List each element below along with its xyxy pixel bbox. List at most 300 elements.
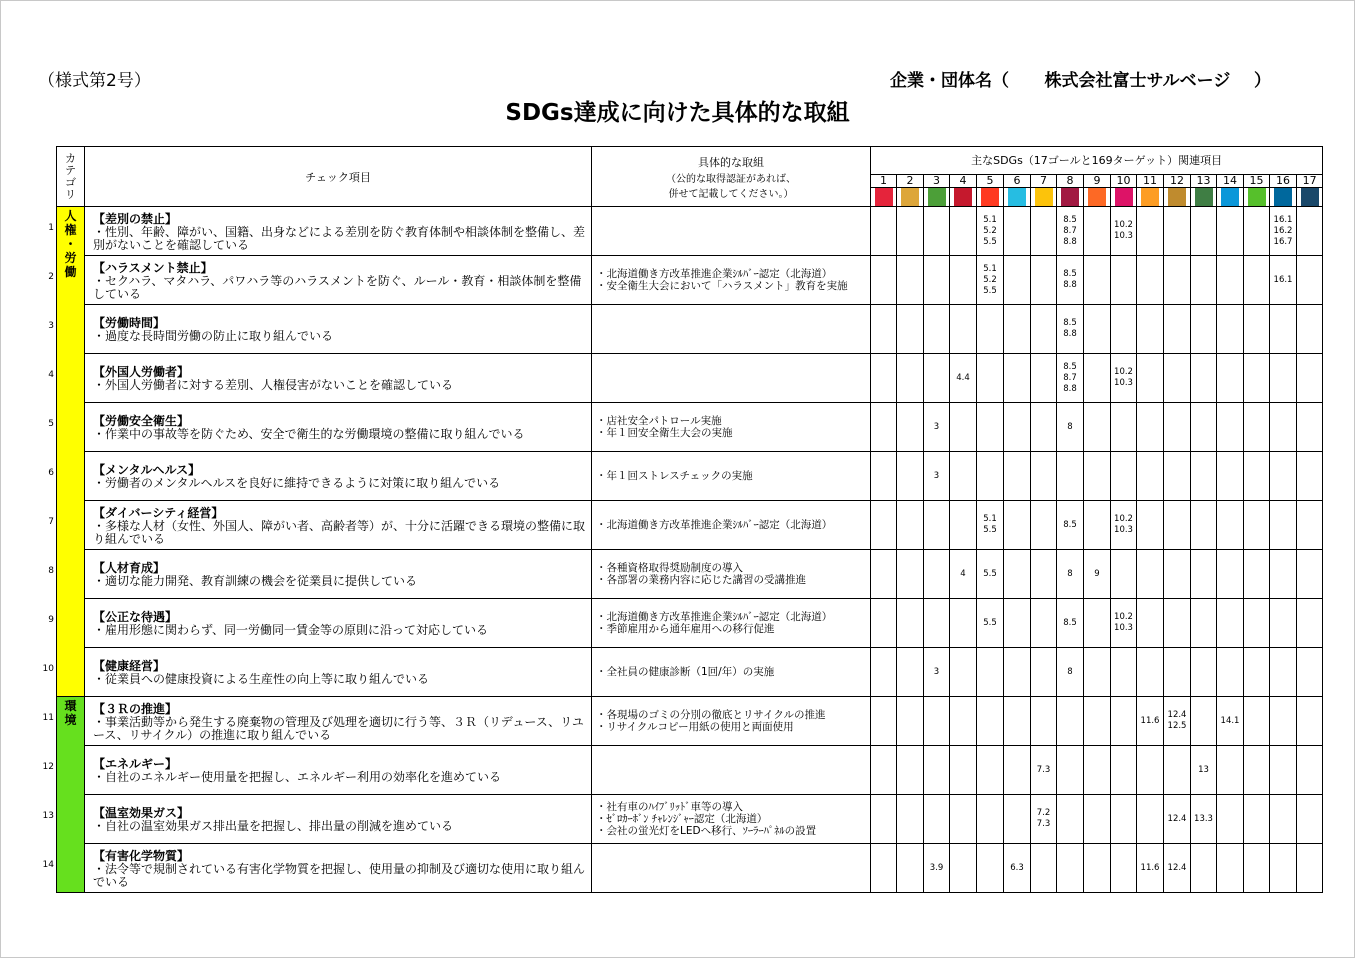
goal-icon-cell-6 (1004, 188, 1031, 207)
table-row (57, 746, 1323, 795)
initiative-cell (592, 403, 871, 452)
goal-target-cell-12 (1164, 403, 1191, 452)
initiative-cell (592, 354, 871, 403)
goal-target-cell-13 (1191, 305, 1217, 354)
goal-target-cell-16: 16.1 (1270, 256, 1297, 305)
goal-target-cell-14 (1217, 795, 1244, 844)
goal-target-cell-17 (1297, 452, 1323, 501)
check-item-description: ・雇用形態に関わらず、同一労働同一賃金等の原則に沿って対応している (93, 623, 489, 637)
table-row (57, 256, 1323, 305)
goal-target-cell-4 (950, 501, 977, 550)
check-item-cell (85, 550, 592, 599)
table-row (57, 354, 1323, 403)
goal-target-cell-10 (1111, 550, 1137, 599)
goal-target-cell-17 (1297, 501, 1323, 550)
goal-target-cell-7 (1031, 207, 1057, 256)
sdg-goal-11-icon (1141, 188, 1159, 206)
goal-target-cell-7 (1031, 697, 1057, 746)
goal-target-cell-1 (871, 844, 897, 893)
goal-target-cell-17 (1297, 207, 1323, 256)
table-row (57, 452, 1323, 501)
goal-target-cell-7 (1031, 354, 1057, 403)
check-item-cell (85, 697, 592, 746)
check-item-description: ・自社の温室効果ガス排出量を把握し、排出量の削減を進めている (93, 819, 454, 833)
sdg-goal-16-icon (1274, 188, 1292, 206)
goal-target-cell-9 (1084, 599, 1111, 648)
goal-target-cell-16 (1270, 697, 1297, 746)
goal-target-cell-8: 8 (1057, 648, 1084, 697)
sdg-goal-13-icon (1195, 188, 1213, 206)
goal-target-cell-11: 11.6 (1137, 697, 1164, 746)
goal-target-cell-13 (1191, 844, 1217, 893)
goal-icon-cell-3 (924, 188, 950, 207)
goal-target-cell-10 (1111, 256, 1137, 305)
check-item-title: 【３Ｒの推進】 (93, 701, 178, 716)
goal-number-8: 8 (1057, 175, 1084, 188)
goal-target-cell-2 (897, 697, 924, 746)
table-row (57, 844, 1323, 893)
goal-target-cell-11 (1137, 648, 1164, 697)
goal-target-cell-4 (950, 305, 977, 354)
sdg-goal-4-icon (954, 188, 972, 206)
company-name: 株式会社富士サルベージ (1044, 71, 1231, 91)
goal-target-cell-2 (897, 648, 924, 697)
goal-target-cell-11 (1137, 256, 1164, 305)
check-item-description: ・労働者のメンタルヘルスを良好に維持できるように対策に取り組んでいる (93, 476, 501, 490)
goal-target-cell-1 (871, 599, 897, 648)
goal-target-cell-8: 8.5 8.7 8.8 (1057, 354, 1084, 403)
initiative-line: ・季節雇用から通年雇用への移行促進 (596, 623, 775, 635)
check-item-title: 【公正な待遇】 (93, 610, 178, 624)
goal-target-cell-1 (871, 403, 897, 452)
category-cell: 人 権 ・ 労 働 (57, 207, 85, 697)
goal-target-cell-12 (1164, 648, 1191, 697)
goal-target-cell-3 (924, 697, 950, 746)
goal-target-cell-16 (1270, 305, 1297, 354)
goal-target-cell-10 (1111, 648, 1137, 697)
goal-target-cell-8: 8.5 8.7 8.8 (1057, 207, 1084, 256)
company-close: ） (1254, 71, 1272, 91)
goal-number-3: 3 (924, 175, 950, 188)
goal-target-cell-14 (1217, 501, 1244, 550)
goal-target-cell-10 (1111, 795, 1137, 844)
table-row (57, 795, 1323, 844)
initiative-line: ・会社の蛍光灯をLEDへ移行、ｿｰﾗｰﾊﾟﾈﾙの設置 (596, 825, 817, 837)
goal-target-cell-5 (977, 746, 1004, 795)
initiatives-header (592, 147, 871, 207)
goal-target-cell-11 (1137, 795, 1164, 844)
goal-number-10: 10 (1111, 175, 1137, 188)
goal-target-cell-4: 4.4 (950, 354, 977, 403)
goal-icon-cell-17 (1297, 188, 1323, 207)
goal-target-cell-7 (1031, 452, 1057, 501)
check-item-cell (85, 795, 592, 844)
goal-target-cell-17 (1297, 256, 1323, 305)
check-item-cell (85, 207, 592, 256)
initiative-line: ・北海道働き方改革推進企業ｼﾙﾊﾞｰ認定（北海道） (596, 268, 833, 280)
goal-target-cell-3: 3 (924, 452, 950, 501)
goal-target-cell-13 (1191, 648, 1217, 697)
goal-target-cell-9 (1084, 305, 1111, 354)
sdgs-table (56, 146, 1323, 893)
goal-target-cell-15 (1244, 207, 1270, 256)
initiative-line: ・ｾﾞﾛｶｰﾎﾞﾝ ﾁｬﾚﾝｼﾞｬｰ認定（北海道） (596, 813, 768, 825)
check-item-description: ・作業中の事故等を防ぐため、安全で衛生的な労働環境の整備に取り組んでいる (93, 427, 525, 441)
goal-target-cell-16 (1270, 403, 1297, 452)
goal-number-7: 7 (1031, 175, 1057, 188)
goal-target-cell-9 (1084, 354, 1111, 403)
goal-target-cell-15 (1244, 305, 1270, 354)
row-number: 10 (42, 663, 54, 674)
goal-target-cell-2 (897, 452, 924, 501)
goal-target-cell-17 (1297, 697, 1323, 746)
goal-target-cell-8 (1057, 844, 1084, 893)
goal-target-cell-8: 8.5 8.8 (1057, 256, 1084, 305)
goal-target-cell-14 (1217, 305, 1244, 354)
goal-target-cell-6 (1004, 256, 1031, 305)
goal-target-cell-14 (1217, 550, 1244, 599)
header-row (57, 147, 1323, 175)
initiative-cell (592, 305, 871, 354)
goal-target-cell-11 (1137, 354, 1164, 403)
goal-target-cell-16 (1270, 648, 1297, 697)
goal-target-cell-14 (1217, 746, 1244, 795)
goal-target-cell-9 (1084, 697, 1111, 746)
goal-target-cell-10 (1111, 697, 1137, 746)
initiative-cell (592, 452, 871, 501)
goal-target-cell-12: 12.4 12.5 (1164, 697, 1191, 746)
goal-target-cell-13: 13 (1191, 746, 1217, 795)
goal-target-cell-5: 5.1 5.2 5.5 (977, 207, 1004, 256)
goal-target-cell-4 (950, 256, 977, 305)
goal-target-cell-10 (1111, 844, 1137, 893)
initiative-line: ・各現場のゴミの分別の徹底とリサイクルの推進 (596, 709, 826, 721)
goal-target-cell-11: 11.6 (1137, 844, 1164, 893)
goal-target-cell-12 (1164, 305, 1191, 354)
goal-target-cell-6 (1004, 599, 1031, 648)
row-number: 6 (48, 467, 54, 478)
table-row (57, 403, 1323, 452)
initiative-line: ・各部署の業務内容に応じた講習の受講推進 (596, 574, 806, 586)
goal-number-12: 12 (1164, 175, 1191, 188)
check-item-title: 【ダイバーシティ経営】 (93, 505, 224, 520)
initiative-line: ・店社安全パトロール実施 (596, 415, 722, 427)
goal-target-cell-2 (897, 354, 924, 403)
goal-number-13: 13 (1191, 175, 1217, 188)
goal-number-6: 6 (1004, 175, 1031, 188)
form-number: （様式第2号） (38, 71, 151, 91)
goal-target-cell-12 (1164, 452, 1191, 501)
goal-icon-cell-14 (1217, 188, 1244, 207)
goal-target-cell-10: 10.2 10.3 (1111, 207, 1137, 256)
goal-target-cell-15 (1244, 256, 1270, 305)
goal-target-cell-11 (1137, 501, 1164, 550)
goal-target-cell-14 (1217, 403, 1244, 452)
goal-target-cell-7 (1031, 599, 1057, 648)
goal-target-cell-2 (897, 403, 924, 452)
goal-target-cell-7 (1031, 550, 1057, 599)
goal-target-cell-2 (897, 550, 924, 599)
check-item-description: ・法令等で規制されている有害化学物質を把握し、使用量の抑制及び適切な使用に取り組んでいる (93, 861, 586, 889)
goal-target-cell-16 (1270, 550, 1297, 599)
goal-target-cell-10 (1111, 305, 1137, 354)
goal-target-cell-3 (924, 354, 950, 403)
check-item-title: 【差別の禁止】 (93, 211, 178, 226)
goal-target-cell-9 (1084, 452, 1111, 501)
goal-target-cell-15 (1244, 550, 1270, 599)
goal-target-cell-15 (1244, 599, 1270, 648)
goal-target-cell-10: 10.2 10.3 (1111, 354, 1137, 403)
goal-target-cell-9 (1084, 648, 1111, 697)
table-row (57, 550, 1323, 599)
goal-target-cell-4 (950, 746, 977, 795)
goal-target-cell-13 (1191, 452, 1217, 501)
table-row (57, 501, 1323, 550)
goal-target-cell-15 (1244, 746, 1270, 795)
table-row (57, 207, 1323, 256)
check-item-description: ・外国人労働者に対する差別、人権侵害がないことを確認している (93, 378, 454, 392)
goal-target-cell-11 (1137, 452, 1164, 501)
initiative-cell (592, 648, 871, 697)
sdg-goal-1-icon (875, 188, 893, 206)
goal-target-cell-7 (1031, 648, 1057, 697)
goal-target-cell-6 (1004, 746, 1031, 795)
goal-target-cell-17 (1297, 354, 1323, 403)
goal-target-cell-15 (1244, 795, 1270, 844)
goal-target-cell-14 (1217, 207, 1244, 256)
goal-target-cell-5 (977, 354, 1004, 403)
row-number: 2 (48, 271, 54, 282)
row-number: 7 (48, 516, 54, 527)
row-number: 4 (48, 369, 54, 380)
goal-icon-cell-1 (871, 188, 897, 207)
goals-header: 主なSDGs（17ゴールと169ターゲット）関連項目 (871, 147, 1323, 175)
goal-icon-cell-9 (1084, 188, 1111, 207)
sdg-goal-14-icon (1221, 188, 1239, 206)
goal-target-cell-5 (977, 844, 1004, 893)
goal-target-cell-1 (871, 207, 897, 256)
goal-icon-cell-13 (1191, 188, 1217, 207)
goal-target-cell-3 (924, 207, 950, 256)
goal-target-cell-14 (1217, 648, 1244, 697)
check-item-cell (85, 746, 592, 795)
initiative-cell (592, 697, 871, 746)
goal-number-2: 2 (897, 175, 924, 188)
goal-target-cell-5 (977, 697, 1004, 746)
goal-target-cell-2 (897, 305, 924, 354)
goal-number-9: 9 (1084, 175, 1111, 188)
goal-target-cell-5 (977, 452, 1004, 501)
goal-icon-cell-12 (1164, 188, 1191, 207)
table-row (57, 599, 1323, 648)
table-row (57, 648, 1323, 697)
goal-icon-cell-7 (1031, 188, 1057, 207)
check-item-description: ・セクハラ、マタハラ、パワハラ等のハラスメントを防ぐ、ルール・教育・相談体制を整備している (93, 273, 582, 301)
page-title: SDGs達成に向けた具体的な取組 (505, 100, 850, 126)
goal-number-1: 1 (871, 175, 897, 188)
goal-target-cell-2 (897, 746, 924, 795)
goal-target-cell-2 (897, 501, 924, 550)
goal-target-cell-9 (1084, 746, 1111, 795)
goal-target-cell-3 (924, 501, 950, 550)
row-number: 9 (48, 614, 54, 625)
initiative-cell (592, 550, 871, 599)
goal-target-cell-2 (897, 844, 924, 893)
goal-target-cell-7 (1031, 256, 1057, 305)
goal-icon-cell-4 (950, 188, 977, 207)
goal-target-cell-15 (1244, 501, 1270, 550)
check-item-cell (85, 501, 592, 550)
goal-target-cell-4 (950, 599, 977, 648)
goal-target-cell-2 (897, 599, 924, 648)
goal-target-cell-4 (950, 207, 977, 256)
goal-target-cell-2 (897, 207, 924, 256)
goal-number-15: 15 (1244, 175, 1270, 188)
goal-target-cell-13 (1191, 501, 1217, 550)
initiative-cell (592, 746, 871, 795)
goal-target-cell-12 (1164, 746, 1191, 795)
goal-number-17: 17 (1297, 175, 1323, 188)
goal-target-cell-4 (950, 795, 977, 844)
goal-icon-cell-16 (1270, 188, 1297, 207)
check-item-description: ・自社のエネルギー使用量を把握し、エネルギー利用の効率化を進めている (93, 770, 502, 784)
goal-target-cell-1 (871, 354, 897, 403)
check-item-title: 【温室効果ガス】 (93, 806, 190, 820)
goal-target-cell-11 (1137, 746, 1164, 795)
goal-target-cell-6 (1004, 207, 1031, 256)
goal-target-cell-12: 12.4 (1164, 844, 1191, 893)
goal-target-cell-11 (1137, 305, 1164, 354)
goal-target-cell-3: 3 (924, 403, 950, 452)
goal-target-cell-11 (1137, 550, 1164, 599)
sdg-goal-9-icon (1088, 188, 1106, 206)
goal-icon-cell-15 (1244, 188, 1270, 207)
goal-target-cell-10 (1111, 452, 1137, 501)
goal-number-14: 14 (1217, 175, 1244, 188)
initiative-line: ・年１回安全衛生大会の実施 (596, 427, 733, 439)
goal-target-cell-8: 8.5 (1057, 599, 1084, 648)
check-item-cell (85, 648, 592, 697)
table-row (57, 697, 1323, 746)
initiative-cell (592, 795, 871, 844)
goal-target-cell-1 (871, 697, 897, 746)
goal-target-cell-3 (924, 746, 950, 795)
goal-target-cell-9 (1084, 403, 1111, 452)
goal-target-cell-14 (1217, 844, 1244, 893)
goal-target-cell-7 (1031, 403, 1057, 452)
row-number: 3 (48, 320, 54, 331)
goal-target-cell-8 (1057, 452, 1084, 501)
row-number: 8 (48, 565, 54, 576)
goal-target-cell-13 (1191, 697, 1217, 746)
check-items-header: チェック項目 (85, 147, 592, 207)
goal-target-cell-7: 7.2 7.3 (1031, 795, 1057, 844)
goal-target-cell-14: 14.1 (1217, 697, 1244, 746)
row-number: 12 (42, 761, 54, 772)
goal-target-cell-6: 6.3 (1004, 844, 1031, 893)
sdg-goal-10-icon (1115, 188, 1133, 206)
goal-target-cell-3: 3.9 (924, 844, 950, 893)
goal-target-cell-12 (1164, 550, 1191, 599)
goal-target-cell-8 (1057, 746, 1084, 795)
goal-target-cell-10: 10.2 10.3 (1111, 501, 1137, 550)
goal-target-cell-5: 5.5 (977, 550, 1004, 599)
goal-target-cell-5 (977, 795, 1004, 844)
goal-target-cell-17 (1297, 844, 1323, 893)
goal-target-cell-9 (1084, 207, 1111, 256)
goal-target-cell-15 (1244, 354, 1270, 403)
goal-target-cell-13 (1191, 403, 1217, 452)
goal-target-cell-4: 4 (950, 550, 977, 599)
goal-target-cell-1 (871, 256, 897, 305)
goal-target-cell-3 (924, 256, 950, 305)
goal-target-cell-6 (1004, 354, 1031, 403)
goal-target-cell-16 (1270, 599, 1297, 648)
initiative-cell (592, 207, 871, 256)
goal-target-cell-6 (1004, 550, 1031, 599)
goal-target-cell-16 (1270, 844, 1297, 893)
goal-target-cell-16: 16.1 16.2 16.7 (1270, 207, 1297, 256)
goal-target-cell-4 (950, 648, 977, 697)
initiatives-header-sub2: 併せて記載してください。） (668, 188, 794, 200)
initiative-cell (592, 844, 871, 893)
goal-target-cell-5: 5.1 5.2 5.5 (977, 256, 1004, 305)
goal-target-cell-11 (1137, 207, 1164, 256)
check-item-title: 【健康経営】 (93, 659, 166, 673)
check-item-title: 【エネルギー】 (93, 757, 178, 771)
goal-target-cell-14 (1217, 599, 1244, 648)
goal-target-cell-15 (1244, 648, 1270, 697)
goal-target-cell-7 (1031, 501, 1057, 550)
goal-target-cell-1 (871, 746, 897, 795)
goal-target-cell-10 (1111, 403, 1137, 452)
company-label: 企業・団体名（ (890, 71, 1009, 91)
sdg-goal-15-icon (1248, 188, 1266, 206)
goal-target-cell-8: 8.5 8.8 (1057, 305, 1084, 354)
goal-target-cell-6 (1004, 305, 1031, 354)
goal-target-cell-7 (1031, 844, 1057, 893)
check-item-description: ・過度な長時間労働の防止に取り組んでいる (93, 329, 334, 343)
goal-target-cell-12 (1164, 256, 1191, 305)
goal-target-cell-6 (1004, 501, 1031, 550)
initiative-line: ・各種資格取得奨励制度の導入 (596, 562, 743, 574)
goal-target-cell-2 (897, 256, 924, 305)
goal-number-16: 16 (1270, 175, 1297, 188)
goal-target-cell-9: 9 (1084, 550, 1111, 599)
goal-target-cell-14 (1217, 256, 1244, 305)
goal-target-cell-1 (871, 305, 897, 354)
goal-target-cell-13: 13.3 (1191, 795, 1217, 844)
goal-target-cell-16 (1270, 452, 1297, 501)
goal-target-cell-9 (1084, 256, 1111, 305)
goal-target-cell-13 (1191, 550, 1217, 599)
goal-target-cell-10: 10.2 10.3 (1111, 599, 1137, 648)
goal-target-cell-17 (1297, 550, 1323, 599)
goal-target-cell-4 (950, 452, 977, 501)
goal-target-cell-5 (977, 648, 1004, 697)
goal-target-cell-8: 8 (1057, 550, 1084, 599)
check-item-description: ・多様な人材（女性、外国人、障がい者、高齢者等）が、十分に活躍できる環境の整備に取り組んでいる (93, 518, 586, 546)
goal-target-cell-13 (1191, 354, 1217, 403)
goal-target-cell-1 (871, 550, 897, 599)
sdg-goal-2-icon (901, 188, 919, 206)
initiatives-header-title: 具体的な取組 (698, 155, 764, 169)
goal-target-cell-11 (1137, 403, 1164, 452)
initiative-line: ・北海道働き方改革推進企業ｼﾙﾊﾞｰ認定（北海道） (596, 519, 833, 531)
goal-target-cell-16 (1270, 354, 1297, 403)
goal-number-11: 11 (1137, 175, 1164, 188)
goal-target-cell-4 (950, 403, 977, 452)
